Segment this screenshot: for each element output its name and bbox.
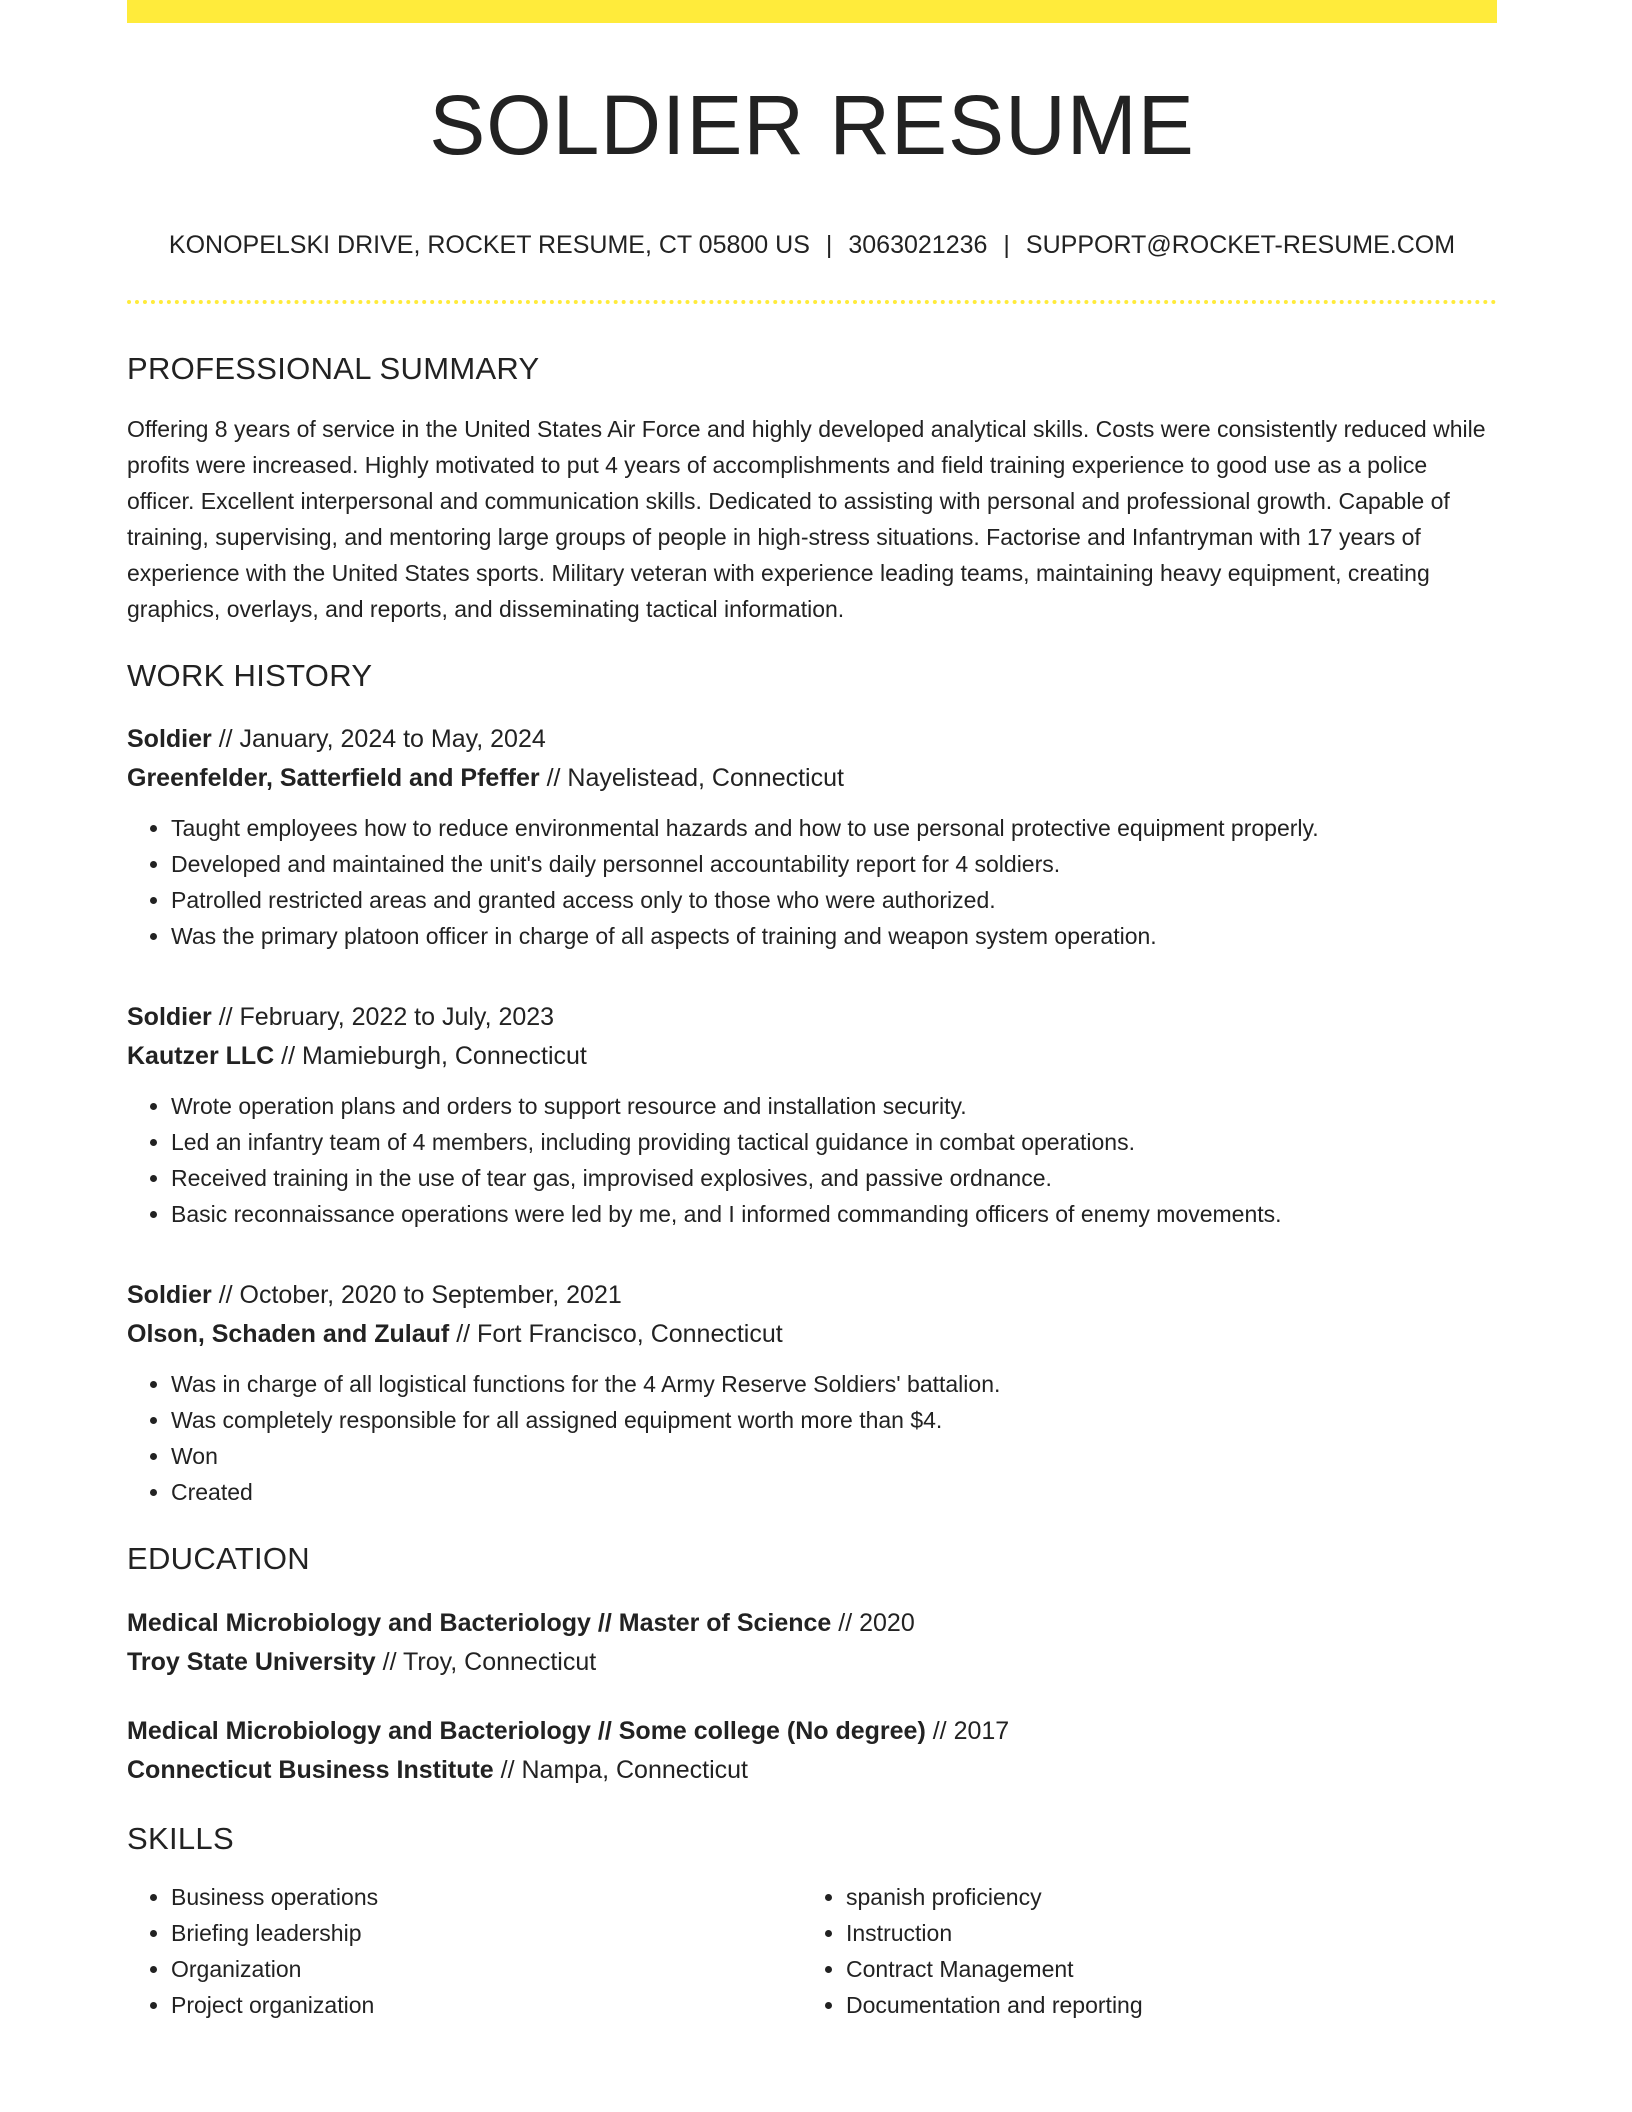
list-item: • Instruction	[846, 1915, 1477, 1951]
skills-list	[127, 1879, 802, 2023]
list-item: • Documentation and reporting	[846, 1987, 1477, 2023]
section-title-education: EDUCATION	[127, 1541, 310, 1577]
education-school-line	[127, 1751, 1497, 1790]
job-role-line	[127, 720, 1497, 759]
job-entry	[127, 998, 1497, 1232]
education-location: // Nampa, Connecticut	[493, 1755, 749, 1784]
education-year: // 2020	[831, 1608, 915, 1637]
job-company-line	[127, 1037, 1497, 1076]
summary-text: Offering 8 years of service in the United States Air Force and highly developed analytical skills. Costs were consistently reduced while profits were increased. Highly motivated to put 4 years of accomplishments and field training experience to good use as a police officer. Excellent interpersonal and communication skills. Dedicated to assisting with personal and professional growth. Capable of training, supervising, and mentoring large groups of people in high-stress situations. Factorise and Infantryman with 17 years of experience with the United States sports. Military veteran with experience leading teams, maintaining heavy equipment, creating graphics, overlays, and reports, and disseminating tactical information.	[127, 416, 1486, 623]
job-role-line	[127, 998, 1497, 1037]
job-location: // Mamieburgh, Connecticut	[274, 1042, 587, 1071]
job-role-line	[127, 1276, 1497, 1315]
job-role: Soldier	[127, 725, 212, 754]
contact-email: SUPPORT@ROCKET-RESUME.COM	[1025, 231, 1456, 259]
skills-list	[802, 1879, 1477, 2023]
job-bullets	[127, 1366, 1497, 1510]
contact-separator: |	[1003, 231, 1010, 259]
education-degree: Medical Microbiology and Bacteriology // Some college (No degree)	[127, 1716, 926, 1745]
resume-name: SOLDIER RESUME	[429, 78, 1195, 172]
section-title-skills: SKILLS	[127, 1820, 234, 1856]
list-item: • Briefing leadership	[171, 1915, 802, 1951]
job-dates: // January, 2024 to May, 2024	[211, 725, 546, 754]
education-degree: Medical Microbiology and Bacteriology // Master of Science	[127, 1608, 832, 1637]
education-degree-line	[127, 1604, 1497, 1643]
education-entry	[127, 1604, 1497, 1682]
job-role: Soldier	[127, 1003, 212, 1032]
education-school-line	[127, 1643, 1497, 1682]
job-dates: // October, 2020 to September, 2021	[211, 1281, 622, 1310]
job-company-line	[127, 759, 1497, 798]
education-school: Troy State University	[127, 1647, 376, 1676]
list-item: • Developed and maintained the unit's daily personnel accountability report for 4 soldiers.	[171, 846, 1497, 882]
job-bullets	[127, 810, 1497, 954]
list-item: • spanish proficiency	[846, 1879, 1477, 1915]
contact-phone: 3063021236	[848, 231, 988, 259]
education-year: // 2017	[925, 1716, 1010, 1745]
list-item: • Created	[171, 1474, 1497, 1510]
list-item: • Contract Management	[846, 1951, 1477, 1987]
skills-column-left	[127, 1879, 802, 2023]
list-item: • Received training in the use of tear gas, improvised explosives, and passive ordnance.	[171, 1160, 1497, 1196]
job-company: Olson, Schaden and Zulauf	[127, 1320, 450, 1349]
top-accent-bar	[127, 0, 1497, 23]
skills-column-right	[802, 1879, 1477, 2023]
list-item: • Was the primary platoon officer in charge of all aspects of training and weapon system operation.	[171, 918, 1497, 954]
list-item: • Basic reconnaissance operations were led by me, and I informed commanding officers of enemy movements.	[171, 1196, 1497, 1232]
job-company-line	[127, 1315, 1497, 1354]
list-item: • Project organization	[171, 1987, 802, 2023]
job-dates: // February, 2022 to July, 2023	[211, 1003, 555, 1032]
skills-grid	[127, 1879, 1497, 2023]
resume-page	[127, 0, 1497, 2023]
list-item: • Was in charge of all logistical functions for the 4 Army Reserve Soldiers' battalion.	[171, 1366, 1497, 1402]
education-school: Connecticut Business Institute	[127, 1755, 494, 1784]
list-item: • Taught employees how to reduce environmental hazards and how to use personal protective equipment properly.	[171, 810, 1497, 846]
list-item: • Patrolled restricted areas and granted access only to those who were authorized.	[171, 882, 1497, 918]
education-location: // Troy, Connecticut	[375, 1647, 597, 1676]
section-title-work-history: WORK HISTORY	[127, 658, 373, 694]
education-entry	[127, 1712, 1497, 1790]
job-company: Greenfelder, Satterfield and Pfeffer	[127, 764, 540, 793]
list-item: • Business operations	[171, 1879, 802, 1915]
list-item: • Was completely responsible for all assigned equipment worth more than $4.	[171, 1402, 1497, 1438]
contact-line	[127, 231, 1497, 260]
contact-separator: |	[825, 231, 833, 259]
job-company: Kautzer LLC	[127, 1042, 275, 1071]
list-item: • Won	[171, 1438, 1497, 1474]
list-item: • Wrote operation plans and orders to support resource and installation security.	[171, 1088, 1497, 1124]
section-title-summary: PROFESSIONAL SUMMARY	[127, 351, 540, 386]
job-location: // Fort Francisco, Connecticut	[449, 1320, 783, 1349]
dotted-divider	[127, 300, 1497, 304]
job-entry	[127, 720, 1497, 954]
education-degree-line	[127, 1712, 1497, 1751]
job-entry	[127, 1276, 1497, 1510]
job-bullets	[127, 1088, 1497, 1232]
job-role: Soldier	[127, 1281, 212, 1310]
list-item: • Organization	[171, 1951, 802, 1987]
job-location: // Nayelistead, Connecticut	[539, 764, 844, 793]
list-item: • Led an infantry team of 4 members, including providing tactical guidance in combat operations.	[171, 1124, 1497, 1160]
contact-address: KONOPELSKI DRIVE, ROCKET RESUME, CT 05800 US	[168, 231, 810, 259]
